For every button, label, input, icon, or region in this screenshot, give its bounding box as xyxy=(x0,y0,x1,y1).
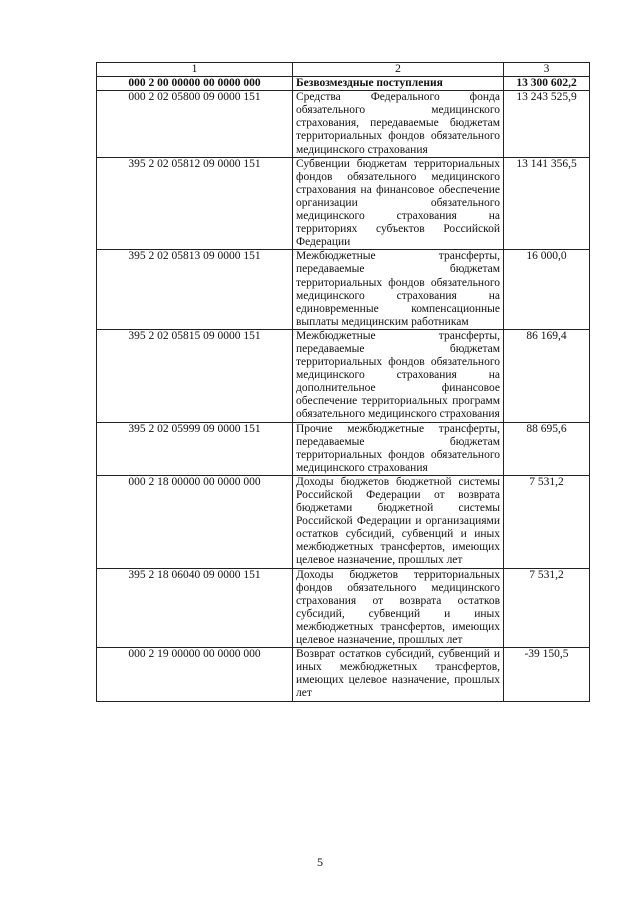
revenue-amount: 13 141 356,5 xyxy=(504,157,590,250)
budget-code: 395 2 02 05813 09 0000 151 xyxy=(97,250,293,330)
page-number: 5 xyxy=(317,855,323,869)
revenue-amount: 7 531,2 xyxy=(504,568,590,648)
table-row xyxy=(97,329,590,422)
revenue-amount: 86 169,4 xyxy=(504,329,590,422)
revenue-amount: 16 000,0 xyxy=(504,250,590,330)
table-row xyxy=(97,648,590,701)
revenue-amount: 13 243 525,9 xyxy=(504,91,590,157)
budget-code: 395 2 02 05999 09 0000 151 xyxy=(97,422,293,475)
column-number-row xyxy=(97,63,590,77)
column-number-1: 1 xyxy=(97,63,293,77)
total-row xyxy=(97,77,590,91)
revenue-name: Межбюджетные трансферты, передаваемые бюджетам территориальных фондов обязательного медицинского страхования на единовременные компенсационные выплаты медицинским работникам xyxy=(293,250,504,330)
revenue-name: Прочие межбюджетные трансферты, передаваемые бюджетам территориальных фондов обязательного медицинского страхования xyxy=(293,422,504,475)
table-row xyxy=(97,568,590,648)
budget-code: 395 2 18 06040 09 0000 151 xyxy=(97,568,293,648)
column-number-3: 3 xyxy=(504,63,590,77)
revenue-amount: 88 695,6 xyxy=(504,422,590,475)
budget-code: 000 2 18 00000 00 0000 000 xyxy=(97,475,293,568)
revenue-name: Возврат остатков субсидий, субвенций и иных межбюджетных трансфертов, имеющих целевое назначение, прошлых лет xyxy=(293,648,504,701)
revenue-amount: 7 531,2 xyxy=(504,475,590,568)
table-row xyxy=(97,250,590,330)
budget-code: 000 2 00 00000 00 0000 000 xyxy=(97,77,293,91)
table-body xyxy=(97,63,590,702)
revenue-name: Безвозмездные поступления xyxy=(293,77,504,91)
revenue-name: Доходы бюджетов территориальных фондов обязательного медицинского страхования от возврата остатков субсидий, субвенций и иных межбюджетных трансфертов, имеющих целевое назначение, прошлых лет xyxy=(293,568,504,648)
revenue-name: Средства Федерального фонда обязательного медицинского страхования, передаваемые бюджетам территориальных фондов обязательного медицинского страхования xyxy=(293,91,504,157)
table-row xyxy=(97,91,590,157)
table-row xyxy=(97,422,590,475)
table-row xyxy=(97,475,590,568)
budget-code: 000 2 19 00000 00 0000 000 xyxy=(97,648,293,701)
table-row xyxy=(97,157,590,250)
revenue-amount: 13 300 602,2 xyxy=(504,77,590,91)
revenue-amount: -39 150,5 xyxy=(504,648,590,701)
revenue-name: Доходы бюджетов бюджетной системы Российской Федерации от возврата бюджетами бюджетной системы Российской Федерации и организациями остатков субсидий, субвенций и иных межбюджетных трансфертов, имеющих целевое назначение, прошлых лет xyxy=(293,475,504,568)
budget-code: 000 2 02 05800 09 0000 151 xyxy=(97,91,293,157)
budget-code: 395 2 02 05812 09 0000 151 xyxy=(97,157,293,250)
revenue-name: Межбюджетные трансферты, передаваемые бюджетам территориальных фондов обязательного медицинского страхования на дополнительное финансовое обеспечение территориальных программ обязательного медицинского страхования xyxy=(293,329,504,422)
budget-revenue-table xyxy=(96,62,590,702)
revenue-name: Субвенции бюджетам территориальных фондов обязательного медицинского страхования на финансовое обеспечение организации обязательного медицинского страхования на территориях субъектов Российской Федерации xyxy=(293,157,504,250)
column-number-2: 2 xyxy=(293,63,504,77)
budget-code: 395 2 02 05815 09 0000 151 xyxy=(97,329,293,422)
